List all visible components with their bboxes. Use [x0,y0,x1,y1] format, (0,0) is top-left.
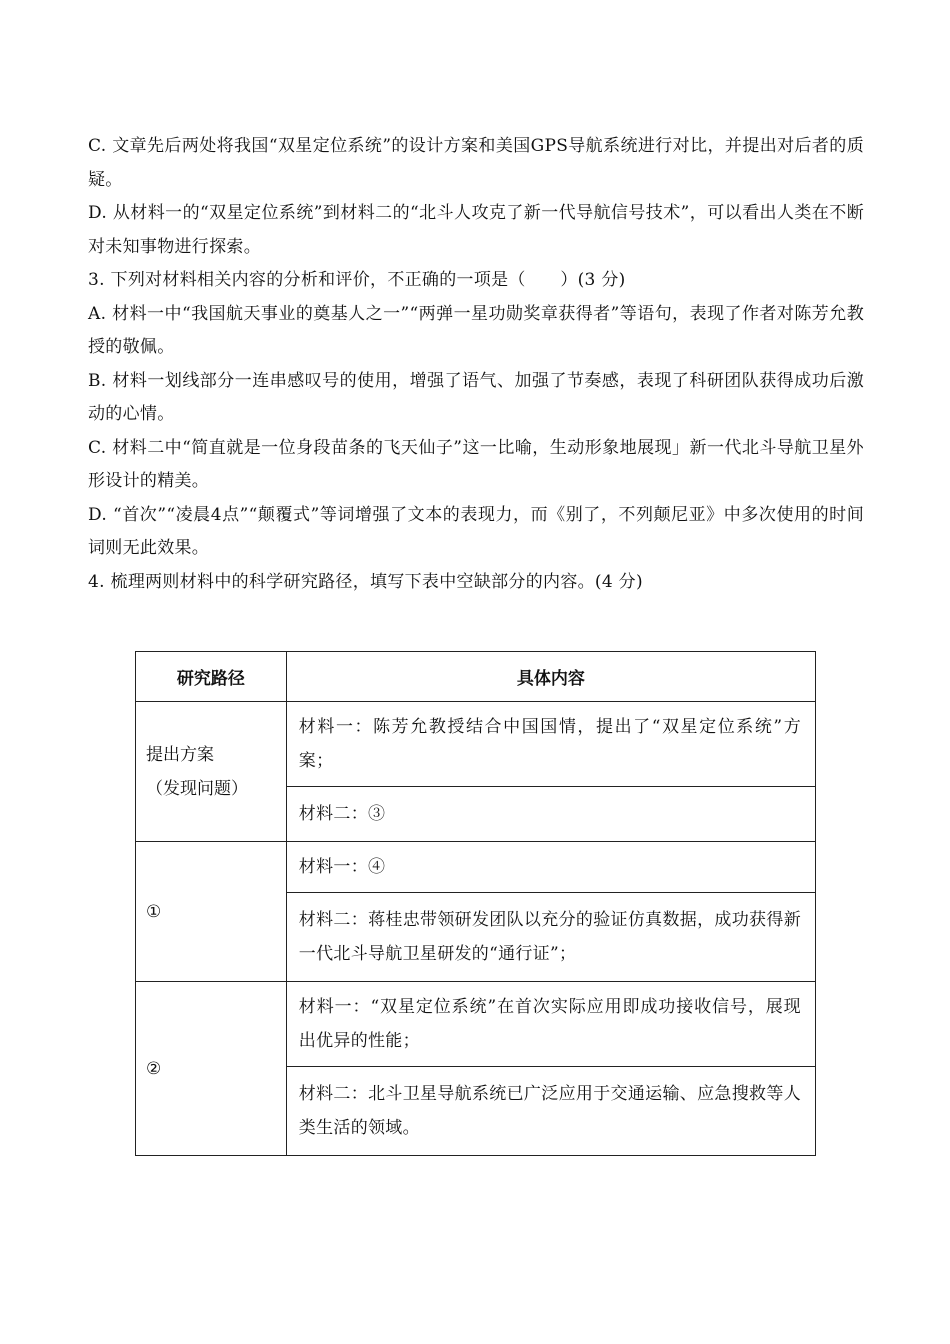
table-row [136,982,816,1067]
content-cell-blank-3: 材料二：③ [286,787,815,842]
question-text-block [88,130,864,599]
header-specific-content: 具体内容 [286,652,815,702]
option-a-q3: A. 材料一中“我国航天事业的奠基人之一”“两弹一星功勋奖章获得者”等语句，表现了作者对陈芳允教授的敬佩。 [88,303,864,357]
research-path-table [135,651,816,1156]
path-cell-blank-1: ① [136,842,287,982]
content-cell-blank-4: 材料一：④ [286,842,815,893]
option-d-q2: D. 从材料一的“双星定位系统”到材料二的“北斗人攻克了新一代导航信号技术”，可以看出人类在不断对未知事物进行探索。 [88,203,864,257]
table-header-row [136,652,816,702]
question-3-stem: 3. 下列对材料相关内容的分析和评价，不正确的一项是（ ）(3 分) [88,270,626,290]
table-row [136,702,816,787]
content-cell: 材料一：“双星定位系统”在首次实际应用即成功接收信号，展现出优异的性能； [286,982,815,1067]
content-cell: 材料二：北斗卫星导航系统已广泛应用于交通运输、应急搜救等人类生活的领域。 [286,1067,815,1156]
path-label: 提出方案 [146,744,214,765]
option-d-q3: D. “首次”“凌晨4点”“颠覆式”等词增强了文本的表现力，而《别了，不列颠尼亚》中多次使用的时间词则无此效果。 [88,504,864,558]
path-sublabel: （发现问题） [146,778,248,799]
option-c-q2: C. 文章先后两处将我国“双星定位系统”的设计方案和美国GPS导航系统进行对比，并提出对后者的质疑。 [88,136,864,190]
table-row [136,842,816,893]
path-cell-blank-2: ② [136,982,287,1156]
content-cell: 材料二：蒋桂忠带领研发团队以充分的验证仿真数据，成功获得新一代北斗导航卫星研发的“通行证”； [286,893,815,982]
content-cell: 材料一：陈芳允教授结合中国国情，提出了“双星定位系统”方案； [286,702,815,787]
option-b-q3: B. 材料一划线部分一连串感叹号的使用，增强了语气、加强了节奏感，表现了科研团队获得成功后激动的心情。 [88,370,864,424]
header-research-path: 研究路径 [136,652,287,702]
question-4-stem: 4. 梳理两则材料中的科学研究路径，填写下表中空缺部分的内容。(4 分) [88,571,643,592]
option-c-q3: C. 材料二中“简直就是一位身段苗条的飞天仙子”这一比喻，生动形象地展现」新一代北斗导航卫星外形设计的精美。 [88,437,864,491]
path-cell-propose [136,702,287,842]
